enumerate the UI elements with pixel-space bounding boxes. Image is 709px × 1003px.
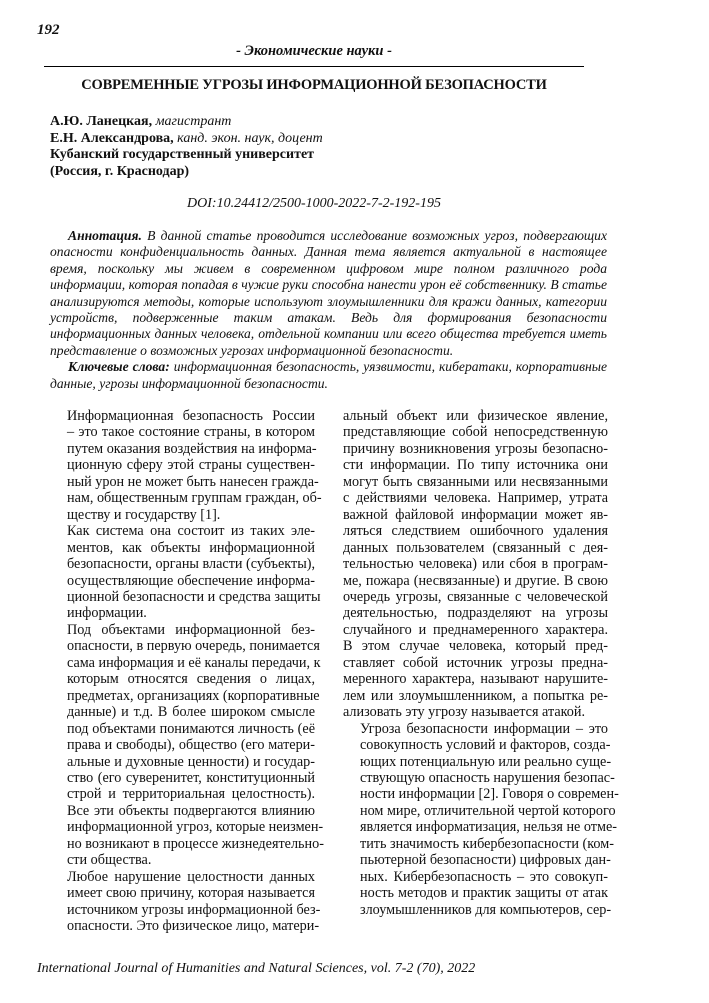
text-line: безопасности, органы власти (субъекты), <box>67 556 315 573</box>
keywords <box>50 359 607 392</box>
text-line: ментов, как объекты информационной <box>67 539 315 556</box>
text-line: с действиями человека. Например, утрата <box>343 490 608 507</box>
text-line: Угроза безопасности информации – это <box>360 720 608 737</box>
author-role: канд. экон. наук, доцент <box>177 130 323 146</box>
text-line: путем оказания воздействия на информа- <box>67 440 317 457</box>
text-line: ме, пожара (несвязанные) и другие. В свою <box>343 572 608 589</box>
text-line: является информатизация, нельзя не отме- <box>360 819 618 836</box>
text-line: нам, общественным группам граждан, об- <box>67 490 322 507</box>
text-line: которым относятся сведения о лицах, <box>67 671 315 688</box>
text-line: данных пользователем (связанный с дея- <box>343 539 608 556</box>
text-line: альный объект или физическое явление, <box>343 408 608 424</box>
section-header: - Экономические науки - <box>236 43 392 59</box>
text-line: пьютерной безопасности) цифровых дан- <box>360 852 611 869</box>
text-line: ных. Кибербезопасность – это совокуп- <box>360 868 608 885</box>
text-line: ствующую опасность нарушения безопас- <box>360 769 615 786</box>
text-line: случайного и преднамеренного характера. <box>343 621 608 638</box>
body-paragraph <box>50 868 321 935</box>
page-number: 192 <box>37 22 60 38</box>
text-line: ный урон не может быть нанесен гражда- <box>67 473 319 490</box>
text-line: – это такое состояние страны, в котором <box>67 424 315 441</box>
text-line: тить значимость кибербезопасности (ком- <box>360 835 614 852</box>
author-line <box>50 114 323 131</box>
text-line: информации. <box>67 605 147 622</box>
body-paragraph <box>343 720 619 918</box>
text-line: предметах, организациях (корпоративные <box>67 687 320 704</box>
affiliation-location: (Россия, г. Краснодар) <box>50 163 190 179</box>
text-line: совокупность условий и факторов, созда- <box>360 737 611 754</box>
text-line: В этом случае человека, который пред- <box>343 638 608 655</box>
text-line: ставляет собой источник угрозы предна- <box>343 654 608 671</box>
author-name: А.Ю. Ланецкая, <box>50 114 153 129</box>
header-divider <box>44 66 584 67</box>
text-line: ность методов и практик защиты от атак <box>360 885 608 902</box>
text-line: Как система она состоит из таких эле- <box>67 523 315 540</box>
text-line: сти общества. <box>67 852 152 869</box>
text-line: права и свободы), общество (его матери- <box>67 737 315 754</box>
abstract <box>50 228 607 359</box>
text-line: Все эти объекты подвергаются влиянию <box>67 802 315 819</box>
text-line: представляющие собой непосредственную <box>343 424 608 441</box>
text-line: данные) и т.д. В более широком смысле <box>67 704 315 721</box>
text-line: Любое нарушение целостности данных <box>67 868 315 885</box>
doi[interactable]: DOI:10.24412/2500-1000-2022-7-2-192-195 <box>187 196 441 211</box>
text-line: имеет свою причину, которая называется <box>67 885 315 902</box>
body-paragraph <box>343 408 608 721</box>
text-line: ционной безопасности и средства защиты <box>67 588 321 605</box>
text-line: ализовать эту угрозу называется атакой. <box>343 704 586 721</box>
body-column-left <box>50 408 324 935</box>
body-paragraph <box>50 523 321 622</box>
text-line: деятельностью, подразделяют на угрозы <box>343 605 608 622</box>
text-line: ном мире, отличительной чертой которого <box>360 802 616 819</box>
text-line: ности информации [2]. Говоря о современ- <box>360 786 619 803</box>
body-column-right <box>343 408 619 918</box>
author-role: магистрант <box>155 114 232 129</box>
text-line: ство (его суверенитет, конституционный <box>67 769 315 786</box>
text-line: ляться следствием ошибочного удаления <box>343 523 608 540</box>
text-line: очередь угрозы, связанные с человеческой <box>343 588 608 605</box>
keywords-text: информационная безопасность, уязвимости, кибератаки, корпоративные данные, угрозы информационной безопасности. <box>50 359 607 391</box>
abstract-text: В данной статье проводится исследование возможных угроз, подвергающих опасности конфиденциальность данных. Данная тема является актуальной в настоящее время, поскольку мы живем в современном цифровом мире полном различного рода информации, которая попадая в чужие руки способна нанести урон её собственнику. В статье анализируются методы, которые используют злоумышленники для кражи данных, категории устройств, подверженные таким атакам. Ведь для формирования безопасности информационных данных человека, отдельной компании или всего общества требуется иметь представление о возможных угрозах информационной безопасности. <box>50 228 608 358</box>
text-line: могут быть связанными или несвязанными <box>343 473 608 490</box>
author-block <box>50 114 323 180</box>
text-line: тельностью человека) или сбоя в програм- <box>343 556 608 573</box>
author-line <box>50 131 323 148</box>
text-line: причину возникновения угрозы безопасно- <box>343 440 608 457</box>
text-line: лем или злоумышленником, а попытка ре- <box>343 687 608 704</box>
abstract-label: Аннотация. <box>68 228 142 243</box>
author-name: Е.Н. Александрова, <box>50 130 174 146</box>
text-line: опасности. Это физическое лицо, матери- <box>67 918 320 935</box>
text-line: ществу и государству [1]. <box>67 506 221 523</box>
article-title: СОВРЕМЕННЫЕ УГРОЗЫ ИНФОРМАЦИОННОЙ БЕЗОПАСНОСТИ <box>81 77 547 93</box>
text-line: строй и территориальная целостность). <box>67 786 315 803</box>
text-line: сама информация и её каналы передачи, к <box>67 654 321 671</box>
body-paragraph <box>50 408 322 523</box>
text-line: ционную сферу этой страны существен- <box>67 457 315 474</box>
text-line: под объектами понимаются личность (её <box>67 720 315 737</box>
journal-footer: International Journal of Humanities and Natural Sciences, vol. 7-2 (70), 2022 <box>37 961 476 976</box>
text-line: Информационная безопасность России <box>67 408 315 424</box>
text-line: сти информации. По типу источника они <box>343 457 608 474</box>
text-line: опасности, в первую очередь, понимается <box>67 638 320 655</box>
text-line: Под объектами информационной без- <box>67 621 315 638</box>
affiliation-university: Кубанский государственный университет <box>50 147 315 162</box>
body-paragraph <box>50 621 324 869</box>
text-line: ющих потенциальную или реально суще- <box>360 753 612 770</box>
text-line: злоумышленников для компьютеров, сер- <box>360 901 612 918</box>
text-line: меренного характера, называют нарушите- <box>343 671 608 688</box>
text-line: источником угрозы информационной без- <box>67 901 321 918</box>
text-line: осуществляющие обеспечение информа- <box>67 572 315 589</box>
text-line: но возникают в процессе жизнедеятельно- <box>67 835 324 852</box>
keywords-label: Ключевые слова: <box>68 359 170 375</box>
text-line: важной файловой информации может яв- <box>343 506 608 523</box>
text-line: альные и духовные ценности) и государ- <box>67 753 315 770</box>
abstract-block <box>50 228 607 392</box>
text-line: информационной угроз, которые неизмен- <box>67 819 324 836</box>
